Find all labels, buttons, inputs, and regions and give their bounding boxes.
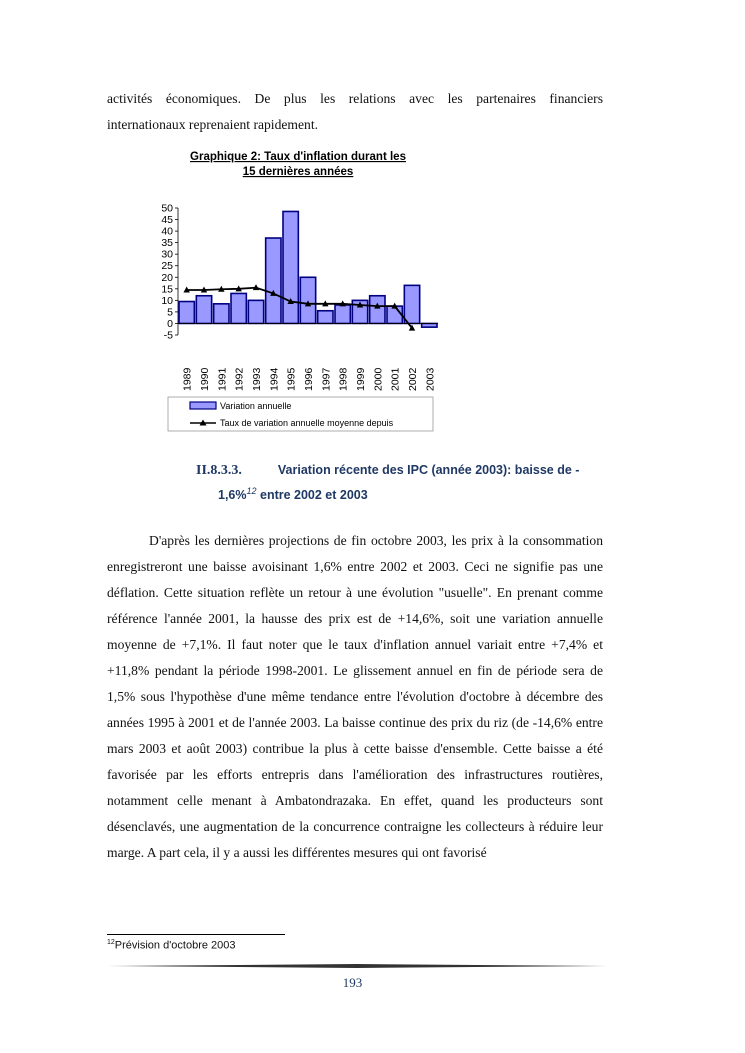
bar-2000 <box>370 296 385 324</box>
chart-title-line-2: 15 dernières années <box>242 166 354 178</box>
section-title-part-1: Variation récente des IPC (année 2003): baisse de - <box>277 463 580 477</box>
bar-2001 <box>387 306 402 323</box>
chart-plot-area <box>161 203 438 392</box>
bar-2002 <box>404 285 419 323</box>
y-tick-label: 35 <box>161 237 173 250</box>
x-tick-label: 1994 <box>268 367 281 391</box>
y-tick-label: 30 <box>161 248 173 261</box>
section-number: II.8.3.3. <box>196 463 242 478</box>
section-title-part-3: entre 2002 et 2003 <box>256 488 368 503</box>
y-tick-label: 10 <box>161 294 173 307</box>
y-tick-label: 40 <box>161 225 173 238</box>
x-tick-label: 1992 <box>233 367 246 391</box>
x-tick-label: 1996 <box>303 367 315 391</box>
body-paragraph <box>107 528 603 866</box>
y-tick-label: -5 <box>163 329 173 342</box>
bar-1993 <box>248 300 263 323</box>
y-tick-label: 25 <box>161 260 173 273</box>
footnote-number: 12 <box>107 939 115 946</box>
x-tick-label: 1995 <box>285 367 298 391</box>
y-tick-label: 15 <box>161 283 173 296</box>
bar-1995 <box>283 211 298 323</box>
bar-1992 <box>231 293 246 323</box>
x-tick-label: 1999 <box>355 367 367 391</box>
section-title-part-2: 1,6% <box>218 488 247 503</box>
page-number: 193 <box>342 975 363 990</box>
chart-legend <box>168 397 433 431</box>
x-tick-label: 1993 <box>251 367 263 391</box>
bar-1998 <box>335 305 350 323</box>
intro-line-1: activités économiques. De plus les relations avec les partenaires financiers <box>107 91 603 106</box>
bar-1989 <box>179 302 194 324</box>
bar-2003 <box>422 323 437 327</box>
bar-1991 <box>214 304 229 324</box>
y-tick-label: 45 <box>161 214 173 227</box>
y-tick-label: 20 <box>161 271 173 284</box>
y-tick-label: 0 <box>167 317 173 330</box>
page-footer-rule <box>107 964 607 968</box>
x-tick-label: 2002 <box>407 367 419 391</box>
section-heading <box>196 460 616 505</box>
x-tick-label: 1991 <box>216 367 229 391</box>
chart-title-line-1: Graphique 2: Taux d'inflation durant les <box>190 151 406 163</box>
footnote-text: Prévision d'octobre 2003 <box>114 939 236 952</box>
x-tick-label: 1990 <box>199 367 211 391</box>
bar-1990 <box>196 296 211 324</box>
x-tick-label: 2001 <box>389 367 402 391</box>
footnote-divider <box>107 934 285 935</box>
legend-bar-swatch <box>190 402 216 409</box>
x-tick-label: 2000 <box>372 367 385 391</box>
x-tick-label: 1997 <box>320 367 333 391</box>
footnote <box>107 939 236 952</box>
x-tick-label: 2003 <box>424 367 437 391</box>
intro-line-2: internationaux reprenaient rapidement. <box>107 117 318 132</box>
body-paragraph-text: D'après les dernières projections de fin octobre 2003, les prix à la consommation enregistreront une baisse avoisinant 1,6% entre 2002 et 2003. Ceci ne signifie pas une déflation. Cette situation reflète un retour à une évolution "usuelle". En prenant comme référence l'année 2001, la hausse des prix est de +14,6%, soit une variation annuelle moyenne de +7,1%. Il faut noter que le taux d'inflation annuel variait entre +7,4% et +11,8% pendant la période 1998-2001. Le glissement annuel en fin de période sera de 1,5% sous l'hypothèse d'une même tendance entre l'évolution d'octobre à décembre des années 1995 à 2001 et de l'année 2003. La baisse continue des prix du riz (de -14,6% entre mars 2003 et août 2003) contribue la plus à cette baisse d'ensemble. Cette baisse a été favorisée par les efforts entrepris dans l'amélioration des infrastructures routières, notamment celle menant à Ambatondrazaka. En effet, quand les producteurs sont désenclavés, une augmentation de la concurrence contraigne les collecteurs à réduire leur marge. A part cela, il y a aussi les différentes mesures qui ont favorisé <box>107 533 603 860</box>
inflation-chart <box>140 145 450 435</box>
legend-bar-label: Variation annuelle <box>220 401 292 411</box>
y-tick-label: 5 <box>167 306 173 319</box>
y-tick-label: 50 <box>161 202 173 215</box>
x-tick-label: 1998 <box>337 367 350 391</box>
section-footnote-ref: 12 <box>246 486 257 496</box>
intro-paragraph <box>107 86 603 138</box>
bar-1994 <box>266 238 281 323</box>
x-tick-label: 1989 <box>181 367 194 391</box>
legend-line-label: Taux de variation annuelle moyenne depuis <box>220 418 394 428</box>
bar-1997 <box>318 311 333 324</box>
